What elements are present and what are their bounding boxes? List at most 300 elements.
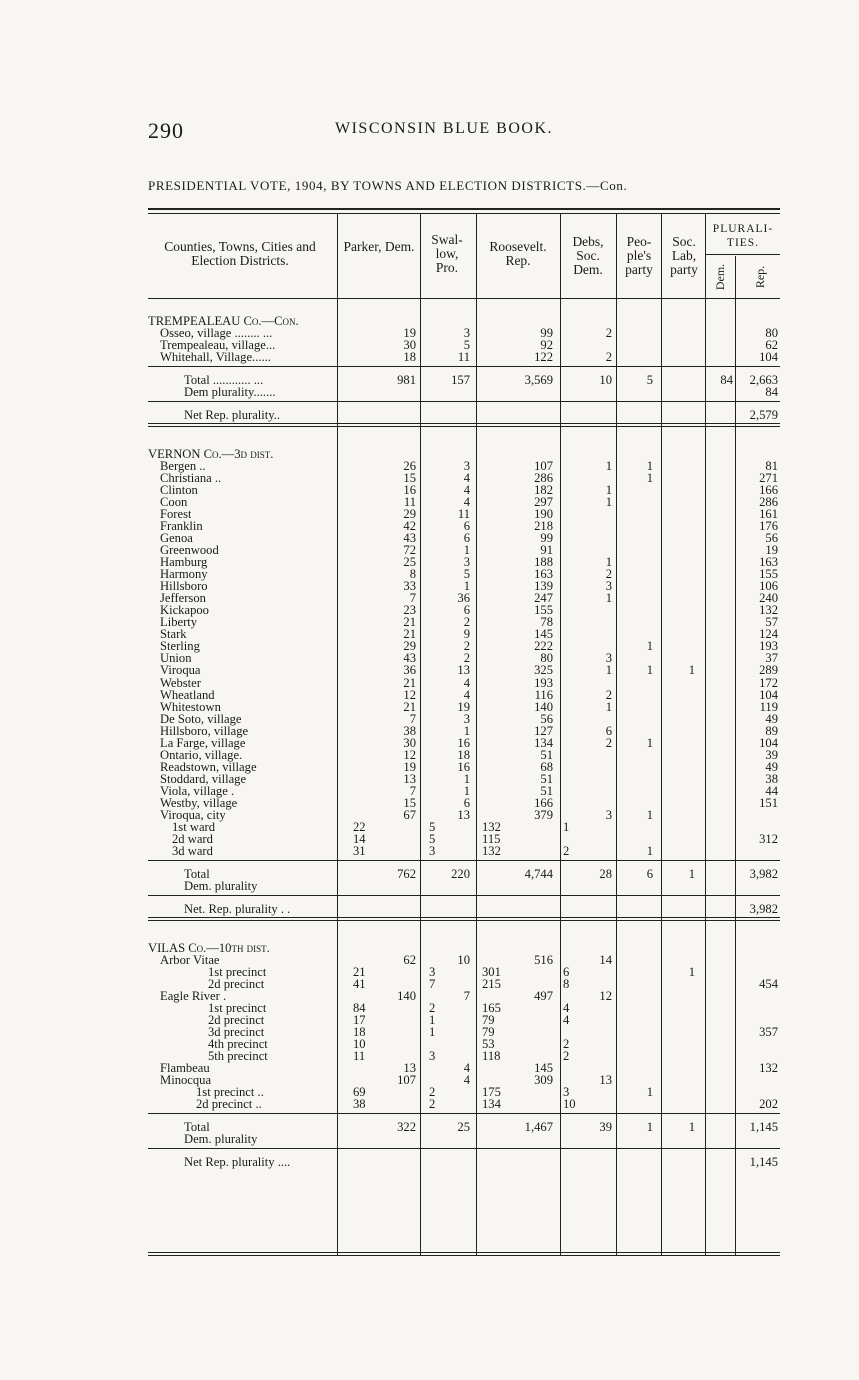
- cell-rep: 454: [759, 976, 778, 991]
- cell-rep: 89: [765, 723, 778, 738]
- cell-parker: 72: [403, 542, 416, 557]
- cell-parker: 67: [403, 808, 416, 823]
- cell-roosevelt: 80: [540, 651, 553, 666]
- cell-roosevelt: 309: [534, 1073, 553, 1088]
- cell-debs-ward: 10: [563, 1097, 576, 1112]
- cell-parker: 62: [403, 952, 416, 967]
- table-row: [148, 386, 780, 399]
- cell-debs: 12: [599, 988, 612, 1003]
- row-label: De Soto, village: [160, 712, 242, 726]
- cell-roosevelt-ward: 132: [482, 820, 501, 835]
- cell-roosevelt-ward: 215: [482, 976, 501, 991]
- cell-swallow: 3: [463, 555, 470, 569]
- cell-debs: 6: [605, 723, 612, 738]
- cell-debs: 2: [605, 687, 612, 702]
- row-label: Total: [184, 868, 210, 882]
- cell-rep: 44: [765, 783, 778, 798]
- cell-parker: 29: [403, 639, 416, 654]
- row-label: Sterling: [160, 640, 200, 654]
- row-label: Minocqua: [160, 1074, 212, 1088]
- cell-roosevelt-ward: 175: [482, 1085, 501, 1100]
- cell-roosevelt: 92: [540, 338, 553, 353]
- table-row: [148, 903, 780, 916]
- cell-debs: 3: [605, 808, 612, 823]
- row-rule: [148, 401, 780, 402]
- cell-debs-ward: 4: [563, 1000, 570, 1015]
- row-label: Genoa: [160, 531, 193, 545]
- cell-roosevelt: 218: [534, 518, 553, 533]
- table-row: [148, 1038, 780, 1051]
- cell-parker: 23: [403, 603, 416, 618]
- row-rule: [148, 1255, 780, 1256]
- cell-rep: 104: [759, 350, 778, 365]
- cell-rep: 151: [759, 796, 778, 810]
- cell-swallow: 1: [463, 542, 470, 557]
- cell-roosevelt: 51: [540, 747, 553, 762]
- table-row: [148, 833, 780, 846]
- cell-roosevelt: 190: [534, 506, 553, 521]
- row-label: Whitehall, Village......: [160, 351, 271, 365]
- cell-roosevelt-ward: 134: [482, 1097, 501, 1112]
- cell-swallow: 5: [463, 338, 470, 353]
- row-label: Stark: [160, 628, 187, 642]
- row-label: Kickapoo: [160, 604, 209, 618]
- cell-parker: 7: [409, 783, 416, 798]
- pluralities-rule: [706, 254, 780, 255]
- row-label: Hamburg: [160, 556, 208, 569]
- cell-roosevelt: 163: [534, 567, 553, 582]
- cell-rep: 193: [759, 639, 778, 654]
- cell-roosevelt: 116: [534, 687, 553, 702]
- cell-swallow-ward: 5: [429, 820, 436, 835]
- cell-rep: 172: [759, 675, 778, 690]
- row-label: Arbor Vitae: [160, 953, 220, 967]
- cell-parker-ward: 31: [353, 844, 366, 859]
- row-label: Hillsboro, village: [160, 724, 249, 738]
- table-row: [148, 1156, 780, 1169]
- cell-swallow-ward: 3: [429, 964, 436, 979]
- cell-parker-ward: 69: [353, 1085, 366, 1100]
- cell-rep: 3,982: [749, 867, 778, 882]
- cell-parker: 21: [403, 627, 416, 642]
- cell-roosevelt: 99: [540, 530, 553, 545]
- header-soclab: Soc. Lab, party: [670, 234, 698, 277]
- cell-rep: 132: [759, 603, 778, 618]
- cell-parker: 42: [403, 518, 416, 533]
- cell-debs-ward: 4: [563, 1012, 570, 1027]
- cell-rep: 286: [759, 494, 778, 509]
- cell-swallow-ward: 3: [429, 844, 436, 859]
- cell-rep: 104: [759, 735, 778, 750]
- cell-rep: 81: [765, 458, 778, 473]
- row-label: Ontario, village.: [160, 748, 243, 762]
- cell-swallow: 6: [463, 603, 470, 618]
- cell-roosevelt: 166: [534, 796, 553, 810]
- cell-parker-ward: 14: [353, 832, 366, 847]
- cell-debs-ward: 6: [563, 964, 570, 979]
- cell-swallow: 7: [463, 988, 470, 1003]
- cell-roosevelt: 3,569: [524, 373, 553, 388]
- cell-rep: 132: [759, 1061, 778, 1076]
- cell-roosevelt: 107: [534, 458, 553, 473]
- cell-peoples: 1: [646, 1085, 653, 1100]
- cell-swallow: 16: [457, 759, 470, 774]
- cell-roosevelt: 122: [534, 350, 553, 365]
- cell-roosevelt-ward: 165: [482, 1000, 501, 1015]
- cell-swallow: 10: [457, 952, 470, 967]
- table-row: [148, 1002, 780, 1015]
- cell-swallow: 4: [463, 470, 470, 485]
- cell-roosevelt: 1,467: [524, 1120, 553, 1135]
- cell-rep: 155: [759, 567, 778, 582]
- cell-rep: 163: [759, 555, 778, 569]
- cell-swallow: 1: [463, 723, 470, 738]
- table-row: [148, 868, 780, 881]
- row-label: Dem. plurality: [184, 1133, 258, 1147]
- row-label: 2d precinct: [208, 1013, 265, 1027]
- cell-peoples: 1: [646, 458, 653, 473]
- cell-debs: 1: [605, 482, 612, 497]
- cell-roosevelt: 182: [534, 482, 553, 497]
- cell-rep: 2,663: [749, 373, 778, 388]
- cell-swallow: 19: [457, 699, 470, 714]
- cell-parker: 21: [403, 675, 416, 690]
- cell-parker: 38: [403, 723, 416, 738]
- cell-debs: 10: [599, 373, 612, 388]
- cell-parker: 30: [403, 735, 416, 750]
- cell-rep: 80: [765, 326, 778, 341]
- cell-swallow: 2: [463, 639, 470, 654]
- row-label: Greenwood: [160, 543, 219, 557]
- cell-roosevelt: 188: [534, 555, 553, 569]
- cell-roosevelt-ward: 118: [482, 1049, 501, 1064]
- row-label: TREMPEALEAU Co.—Con.: [148, 315, 299, 328]
- cell-parker-ward: 41: [353, 976, 366, 991]
- cell-peoples: 1: [646, 844, 653, 859]
- cell-peoples: 1: [646, 808, 653, 823]
- cell-parker: 36: [403, 663, 416, 678]
- table-row: [148, 954, 780, 967]
- cell-swallow: 3: [463, 326, 470, 341]
- row-label: Osseo, village ........ ...: [160, 327, 273, 341]
- row-label: Flambeau: [160, 1062, 210, 1076]
- cell-debs: 1: [605, 494, 612, 509]
- cell-swallow: 36: [457, 591, 470, 606]
- cell-debs: 13: [599, 1073, 612, 1088]
- header-dem: Dem.: [713, 263, 727, 291]
- cell-swallow: 220: [451, 867, 470, 882]
- cell-swallow: 1: [463, 783, 470, 798]
- table-row: [148, 1014, 780, 1027]
- table-title: PRESIDENTIAL VOTE, 1904, BY TOWNS AND ELECTION DISTRICTS.—Con.: [148, 178, 628, 193]
- row-label: 1st ward: [172, 821, 216, 835]
- cell-swallow-ward: 1: [429, 1024, 436, 1039]
- row-label: 2d ward: [172, 833, 213, 847]
- row-label: Net. Rep. plurality . .: [184, 903, 291, 917]
- row-label: Viroqua, city: [160, 809, 226, 823]
- row-label: Liberty: [160, 616, 198, 630]
- row-label: Dem plurality.......: [184, 386, 276, 400]
- cell-parker: 7: [409, 711, 416, 726]
- cell-roosevelt: 51: [540, 771, 553, 786]
- cell-debs: 2: [605, 567, 612, 582]
- cell-parker-ward: 17: [353, 1012, 366, 1027]
- cell-peoples: 5: [646, 373, 653, 388]
- cell-rep: 166: [759, 482, 778, 497]
- cell-parker: 26: [403, 458, 416, 473]
- cell-roosevelt: 68: [540, 759, 553, 774]
- row-label: 1st precinct ..: [196, 1086, 264, 1100]
- cell-debs: 14: [599, 952, 612, 967]
- cell-rep: 2,579: [749, 407, 778, 422]
- cell-parker: 29: [403, 506, 416, 521]
- table-row: [148, 990, 780, 1003]
- cell-soclab: 1: [688, 867, 695, 882]
- cell-roosevelt: 379: [534, 808, 553, 823]
- row-rule: [148, 895, 780, 896]
- cell-roosevelt: 99: [540, 326, 553, 341]
- cell-swallow: 6: [463, 518, 470, 533]
- row-label: Net Rep. plurality ....: [184, 1156, 291, 1170]
- cell-roosevelt-ward: 115: [482, 832, 501, 847]
- cell-parker: 43: [403, 651, 416, 666]
- cell-roosevelt-ward: 79: [482, 1024, 495, 1039]
- row-label: Net Rep. plurality..: [184, 408, 281, 422]
- cell-roosevelt: 325: [534, 663, 553, 678]
- cell-rep: 49: [765, 711, 778, 726]
- cell-debs: 1: [605, 591, 612, 606]
- cell-swallow: 5: [463, 567, 470, 582]
- cell-parker: 13: [403, 1061, 416, 1076]
- cell-rep: 1,145: [749, 1120, 778, 1135]
- cell-rep: 240: [759, 591, 778, 606]
- cell-swallow: 13: [457, 808, 470, 823]
- cell-parker-ward: 21: [353, 964, 366, 979]
- cell-swallow: 2: [463, 651, 470, 666]
- cell-parker: 12: [403, 687, 416, 702]
- cell-debs: 28: [599, 867, 612, 882]
- cell-parker-ward: 22: [353, 820, 366, 835]
- cell-roosevelt-ward: 132: [482, 844, 501, 859]
- row-label: Forest: [160, 507, 192, 521]
- cell-peoples: 1: [646, 1120, 653, 1135]
- row-label: Franklin: [160, 519, 203, 533]
- row-label: Bergen ..: [160, 459, 206, 473]
- cell-rep: 49: [765, 759, 778, 774]
- row-label: Stoddard, village: [160, 772, 247, 786]
- cell-debs-ward: 1: [563, 820, 570, 835]
- top-rule: [148, 208, 780, 210]
- cell-parker: 15: [403, 796, 416, 810]
- cell-swallow: 2: [463, 615, 470, 630]
- table-row: [148, 374, 780, 387]
- cell-swallow: 4: [463, 1073, 470, 1088]
- row-label: 3d ward: [172, 845, 213, 859]
- cell-debs: 2: [605, 326, 612, 341]
- row-label: 1st precinct: [208, 965, 267, 979]
- cell-swallow-ward: 1: [429, 1012, 436, 1027]
- cell-peoples: 1: [646, 735, 653, 750]
- cell-swallow-ward: 3: [429, 1049, 436, 1064]
- cell-debs-ward: 2: [563, 1037, 570, 1051]
- row-label: Christiana ..: [160, 471, 222, 485]
- cell-swallow: 3: [463, 711, 470, 726]
- row-rule: [148, 860, 780, 861]
- table-row: [148, 880, 780, 893]
- cell-rep: 56: [765, 530, 778, 545]
- cell-roosevelt: 497: [534, 988, 553, 1003]
- table-row: [148, 809, 780, 822]
- row-rule: [148, 920, 780, 921]
- row-label: Viola, village .: [160, 784, 235, 798]
- cell-swallow-ward: 2: [429, 1000, 436, 1015]
- cell-rep: 119: [759, 699, 778, 714]
- cell-parker: 8: [409, 567, 416, 582]
- cell-rep: 1,145: [749, 1155, 778, 1170]
- cell-debs: 3: [605, 579, 612, 594]
- cell-swallow-ward: 5: [429, 832, 436, 847]
- table-row: [148, 1074, 780, 1087]
- cell-swallow: 16: [457, 735, 470, 750]
- cell-swallow-ward: 7: [429, 976, 436, 991]
- row-rule: [148, 366, 780, 367]
- row-label: Trempealeau, village...: [160, 339, 276, 353]
- cell-swallow: 4: [463, 687, 470, 702]
- table-row: [148, 845, 780, 858]
- cell-peoples: 1: [646, 470, 653, 485]
- row-label: Total ............ ...: [184, 374, 264, 388]
- table-row: [148, 1098, 780, 1111]
- header-bottom-rule: [148, 298, 780, 299]
- cell-dem: 84: [720, 373, 733, 388]
- row-label: Clinton: [160, 483, 198, 497]
- cell-rep: 57: [765, 615, 778, 630]
- table-row: [148, 1086, 780, 1099]
- row-label: Whitestown: [160, 700, 221, 714]
- cell-parker-ward: 11: [353, 1049, 366, 1064]
- cell-debs-ward: 3: [563, 1085, 570, 1100]
- cell-debs: 1: [605, 663, 612, 678]
- cell-parker: 21: [403, 699, 416, 714]
- cell-rep: 3,982: [749, 902, 778, 917]
- cell-swallow: 4: [463, 482, 470, 497]
- header-parker: Parker, Dem.: [343, 239, 415, 254]
- cell-roosevelt: 134: [534, 735, 553, 750]
- cell-parker: 107: [397, 1073, 416, 1088]
- cell-parker: 15: [403, 470, 416, 485]
- cell-swallow: 13: [457, 663, 470, 678]
- cell-roosevelt: 222: [534, 639, 553, 654]
- cell-rep: 312: [759, 832, 778, 847]
- cell-rep: 289: [759, 663, 778, 678]
- cell-swallow: 4: [463, 494, 470, 509]
- header-debs: Debs, Soc. Dem.: [572, 234, 604, 277]
- page-number: 290: [148, 118, 184, 143]
- row-rule: [148, 1148, 780, 1149]
- table-row: [148, 821, 780, 834]
- cell-parker: 13: [403, 771, 416, 786]
- row-label: 3d precinct: [208, 1025, 265, 1039]
- cell-swallow: 1: [463, 579, 470, 594]
- cell-parker: 16: [403, 482, 416, 497]
- header-roosevelt: Roosevelt. Rep.: [489, 239, 547, 268]
- row-label: Readstown, village: [160, 760, 257, 774]
- row-label: 1st precinct: [208, 1001, 267, 1015]
- cell-roosevelt: 155: [534, 603, 553, 618]
- row-label: VERNON Co.—3d dist.: [148, 447, 274, 461]
- cell-parker-ward: 84: [353, 1000, 366, 1015]
- cell-swallow: 9: [463, 627, 470, 642]
- row-label: Jefferson: [160, 592, 206, 606]
- cell-swallow: 18: [457, 747, 470, 762]
- cell-roosevelt-ward: 301: [482, 964, 501, 979]
- header-swallow: Swal-low, Pro.: [431, 232, 463, 275]
- cell-rep: 38: [765, 771, 778, 786]
- cell-parker: 981: [397, 373, 416, 388]
- cell-rep: 84: [765, 385, 778, 400]
- row-rule: [148, 1252, 780, 1253]
- cell-peoples: 1: [646, 639, 653, 654]
- table-row: [148, 351, 780, 364]
- row-rule: [148, 917, 780, 918]
- row-label: 5th precinct: [208, 1050, 268, 1064]
- row-label: Dem. plurality: [184, 880, 258, 894]
- cell-rep: 19: [765, 542, 778, 557]
- row-label: VILAS Co.—10th dist.: [148, 941, 270, 955]
- table-row: [148, 1026, 780, 1039]
- cell-rep: 39: [765, 747, 778, 762]
- cell-debs-ward: 2: [563, 1049, 570, 1064]
- cell-swallow: 157: [451, 373, 470, 388]
- cell-rep: 357: [759, 1024, 778, 1039]
- cell-swallow: 4: [463, 1061, 470, 1076]
- row-rule: [148, 426, 780, 427]
- cell-parker: 18: [403, 350, 416, 365]
- cell-debs: 2: [605, 350, 612, 365]
- cell-swallow: 6: [463, 796, 470, 810]
- row-label: Coon: [160, 495, 188, 509]
- cell-rep: 271: [759, 470, 778, 485]
- cell-debs: 39: [599, 1120, 612, 1135]
- header-pluralities: PLURALI-TIES.: [712, 223, 774, 249]
- cell-roosevelt: 78: [540, 615, 553, 630]
- table-row: [148, 409, 780, 422]
- cell-swallow: 25: [457, 1120, 470, 1135]
- row-label: Webster: [160, 676, 201, 690]
- cell-parker: 12: [403, 747, 416, 762]
- row-label: Westby, village: [160, 797, 238, 810]
- cell-rep: 106: [759, 579, 778, 594]
- cell-soclab: 1: [688, 964, 695, 979]
- cell-debs: 1: [605, 699, 612, 714]
- cell-rep: 104: [759, 687, 778, 702]
- row-label: 4th precinct: [208, 1038, 268, 1051]
- cell-roosevelt: 140: [534, 699, 553, 714]
- cell-soclab: 1: [688, 663, 695, 678]
- cell-roosevelt: 297: [534, 494, 553, 509]
- row-label: Eagle River .: [160, 989, 227, 1003]
- cell-parker: 322: [397, 1120, 416, 1135]
- cell-peoples: 1: [646, 663, 653, 678]
- row-label: Harmony: [160, 568, 208, 582]
- cell-parker-ward: 18: [353, 1024, 366, 1039]
- cell-parker: 11: [403, 494, 416, 509]
- cell-parker: 19: [403, 326, 416, 341]
- cell-roosevelt: 139: [534, 579, 553, 594]
- cell-roosevelt: 193: [534, 675, 553, 690]
- cell-parker: 7: [409, 591, 416, 606]
- row-label: Total: [184, 1121, 210, 1135]
